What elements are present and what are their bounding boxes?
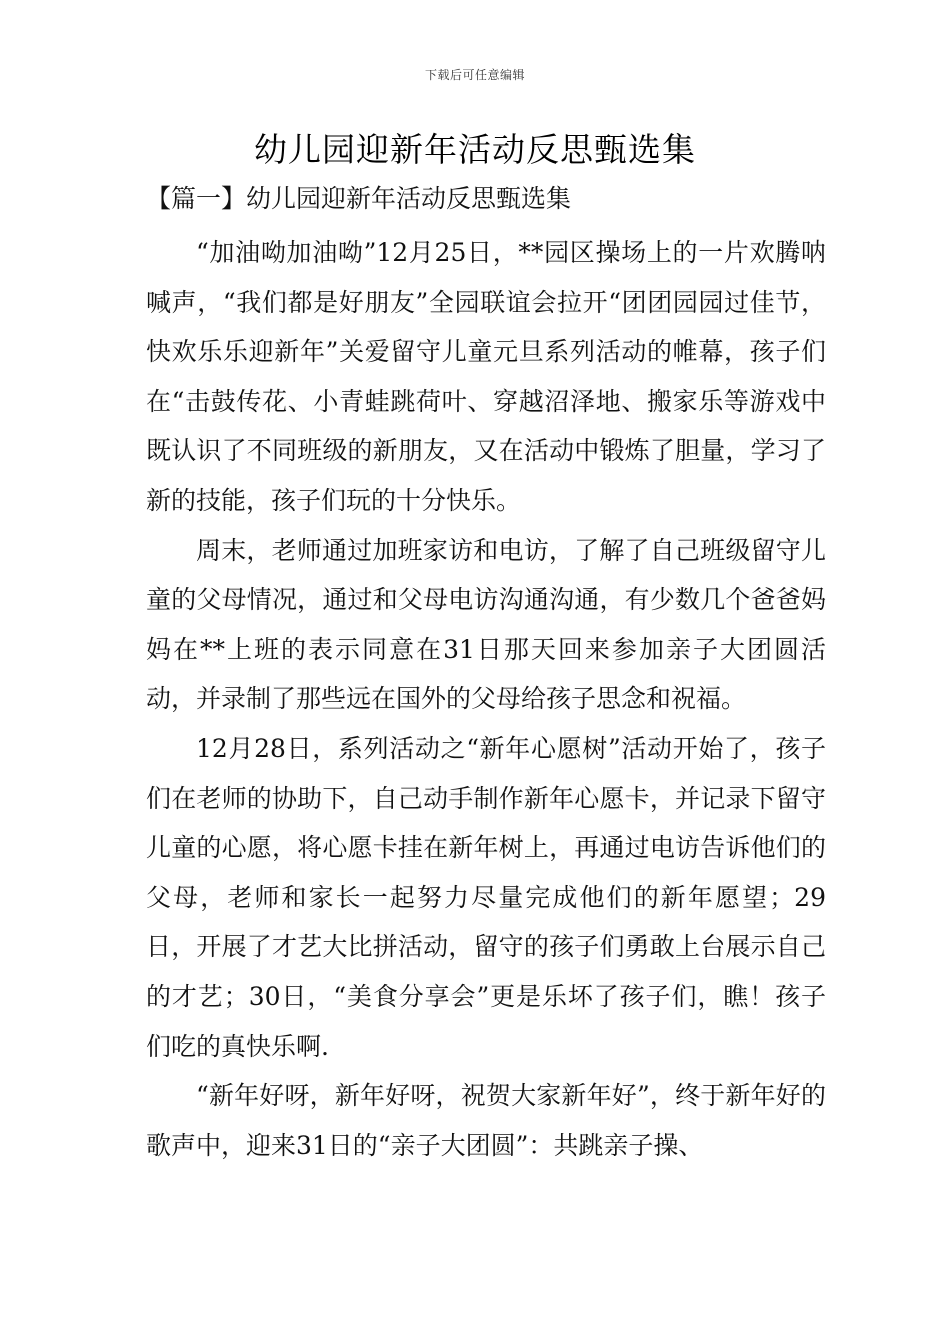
header-note: 下载后可任意编辑	[424, 68, 525, 82]
section-heading: 【篇一】幼儿园迎新年活动反思甄选集	[146, 184, 572, 213]
paragraph: “新年好呀，新年好呀，祝贺大家新年好”，终于新年好的歌声中，迎来31日的“亲子大团圆”：共跳亲子操、	[146, 1081, 826, 1160]
paragraph: 12月28日，系列活动之“新年心愿树”活动开始了，孩子们在老师的协助下，自己动手制作新年心愿卡，并记录下留守儿童的心愿，将心愿卡挂在新年树上，再通过电访告诉他们的父母，老师和家长一起努力尽量完成他们的新年愿望；29日，开展了才艺大比拼活动，留守的孩子们勇敢上台展示自己的才艺；30日，“美食分享会”更是乐坏了孩子们，瞧！孩子们吃的真快乐啊.	[146, 733, 826, 1061]
paragraph: 周末，老师通过加班家访和电访，了解了自己班级留守儿童的父母情况，通过和父母电访沟通沟通，有少数几个爸爸妈妈在**上班的表示同意在31日那天回来参加亲子大团圆活动，并录制了那些远在国外的父母给孩子思念和祝福。	[146, 535, 826, 714]
paragraph: “加油呦加油呦”12月25日，**园区操场上的一片欢腾呐喊声，“我们都是好朋友”全园联谊会拉开“团团园园过佳节，快欢乐乐迎新年”关爱留守儿童元旦系列活动的帷幕，孩子们在“击鼓传花、小青蛙跳荷叶、穿越沼泽地、搬家乐等游戏中既认识了不同班级的新朋友，又在活动中锻炼了胆量，学习了新的技能，孩子们玩的十分快乐。	[146, 238, 826, 515]
document-body	[146, 228, 826, 1170]
document-title: 幼儿园迎新年活动反思甄选集	[254, 130, 696, 169]
